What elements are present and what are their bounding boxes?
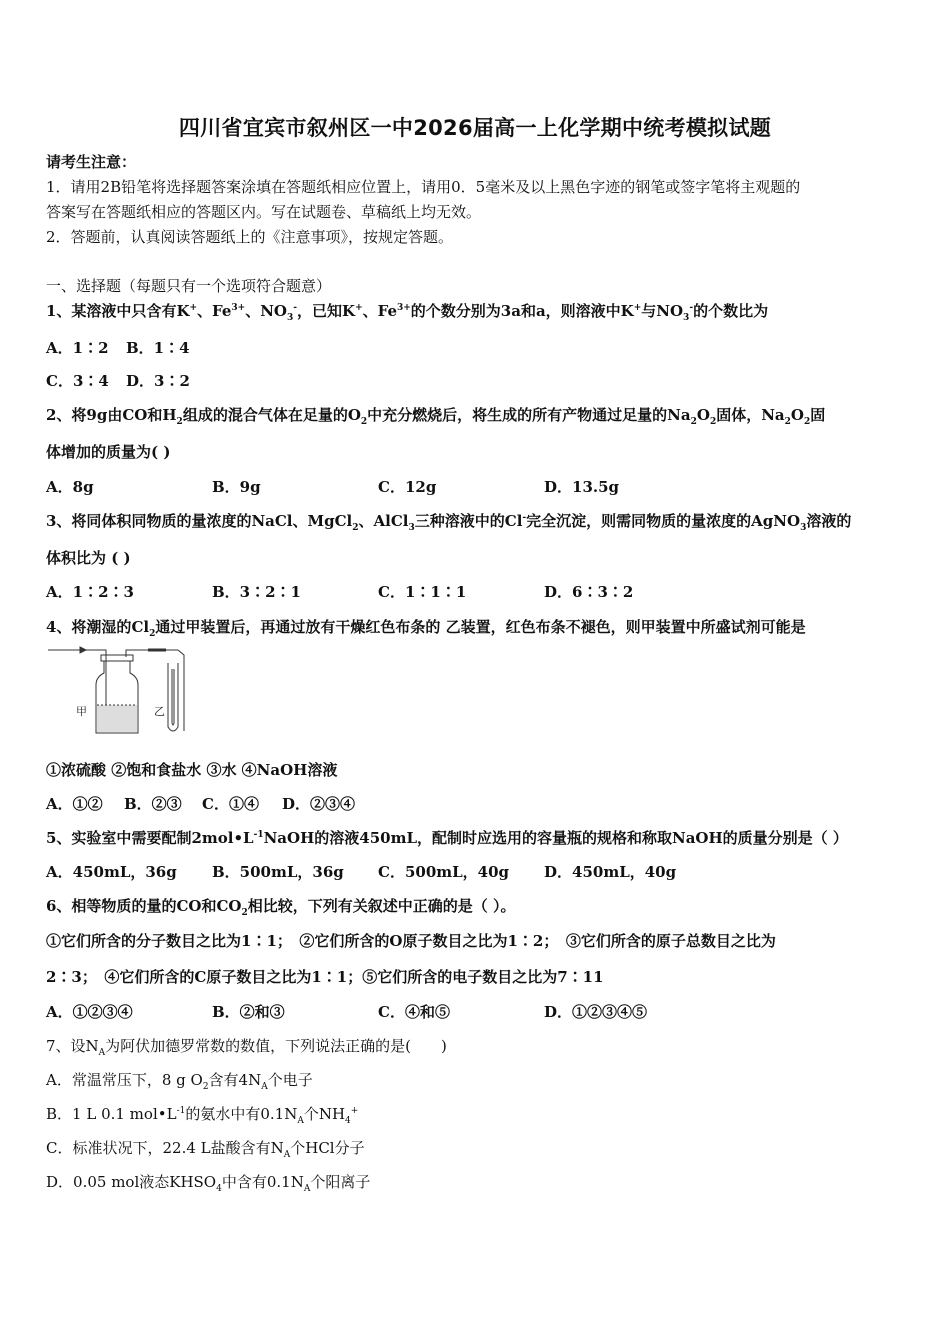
tube-yi-outlet xyxy=(178,650,184,731)
question-6-statements-cont: 2∶3； ④它们所含的C原子数目之比为1∶1；⑤它们所含的电子数目之比为7∶11 xyxy=(46,968,604,986)
page-title: 四川省宜宾市叙州区一中2026届高一上化学期中统考模拟试题 xyxy=(178,116,772,140)
question-5-stem: 5、实验室中需要配制$2mol•L^{-1}NaOH$的溶液450mL，配制时应选用的容量瓶的规格和称取NaOH的质量分别是（ ） xyxy=(46,829,848,847)
option-b[interactable]: B．3∶2∶1 xyxy=(212,583,301,601)
question-2-options xyxy=(46,477,619,497)
notice-heading: 请考生注意： xyxy=(46,153,137,171)
option-a[interactable]: A．①②③④ xyxy=(46,1003,133,1021)
question-7-option-c[interactable]: C．标准状况下，22.4 L盐酸含有$N_A$个HCl分子 xyxy=(46,1139,365,1160)
question-5-options xyxy=(46,862,676,882)
option-c[interactable]: C．12g xyxy=(378,478,437,496)
inlet-arrow-icon xyxy=(80,647,86,653)
option-d[interactable]: D．6∶3∶2 xyxy=(544,583,634,601)
option-a[interactable]: A．1∶2 xyxy=(46,339,109,357)
section-heading: 一、选择题（每题只有一个选项符合题意） xyxy=(46,277,332,295)
option-c[interactable]: C．①④ xyxy=(202,795,259,813)
question-1-stem: 1、某溶液中只含有K+、$Fe^{3+}$、$NO_3^-$，已知K+、$Fe^{3+}$的个数分别为3a和a，则溶液中K+与$NO_3^-$的个数比为 xyxy=(46,302,769,323)
label-jia: 甲 xyxy=(76,705,87,718)
question-1-options-ab xyxy=(46,338,190,358)
notice-item-1: 1．请用2B铅笔将选择题答案涂填在答题纸相应位置上，请用0．5毫米及以上黑色字迹的钢笔或签字笔将主观题的 xyxy=(46,178,801,196)
question-4-choices: ①浓硫酸 ②饱和食盐水 ③水 ④NaOH溶液 xyxy=(46,761,338,779)
option-c[interactable]: C．3∶4 xyxy=(46,372,109,390)
option-c[interactable]: C．1∶1∶1 xyxy=(378,583,467,601)
notice-item-2: 2．答题前，认真阅读答题纸上的《注意事项》，按规定答题。 xyxy=(46,228,454,246)
question-7-option-a[interactable]: A．常温常压下，8 g $O_2$含有$4N_A$个电子 xyxy=(46,1071,313,1092)
option-a[interactable]: A．1∶2∶3 xyxy=(46,583,134,601)
question-6-options xyxy=(46,1002,647,1022)
question-7-option-d[interactable]: D．0.05 mol液态$KHSO_4$中含有$0.1N_A$个阳离子 xyxy=(46,1173,371,1194)
notice-item-1-cont: 答案写在答题纸相应的答题区内。写在试题卷、草稿纸上均无效。 xyxy=(46,203,482,221)
question-4-options xyxy=(46,794,355,814)
question-3-options xyxy=(46,582,633,602)
question-3-stem-cont: 体积比为 ( ) xyxy=(46,549,131,567)
question-4-stem: 4、将潮湿的$Cl_2$通过甲装置后，再通过放有干燥红色布条的 乙装置，红色布条不褪色，则甲装置中所盛试剂可能是 xyxy=(46,618,806,639)
option-d[interactable]: D．13.5g xyxy=(544,478,620,496)
option-a[interactable]: A．450mL，36g xyxy=(46,863,177,881)
question-6-stem: 6、相等物质的量的CO和$CO_2$相比较，下列有关叙述中正确的是（ ）。 xyxy=(46,897,516,918)
question-1-options-cd xyxy=(46,371,190,391)
option-b[interactable]: B．②③ xyxy=(124,795,182,813)
option-d[interactable]: D．450mL，40g xyxy=(544,863,677,881)
option-c[interactable]: C．500mL，40g xyxy=(378,863,510,881)
question-3-stem: 3、将同体积同物质的量浓度的NaCl、MgCl$_2$、AlCl$_3$三种溶液中的Cl-完全沉淀，则需同物质的量浓度的AgNO$_3$溶液的 xyxy=(46,512,852,533)
question-2-stem: 2、将9g由CO和$H_2$组成的混合气体在足量的$O_2$中充分燃烧后，将生成的所有产物通过足量的$Na_2O_2$固体，$Na_2O_2$固 xyxy=(46,406,826,427)
option-c[interactable]: C．④和⑤ xyxy=(378,1003,450,1021)
test-tube-yi xyxy=(168,663,178,731)
question-7-option-b[interactable]: B．1 L 0.1 $mol•L^{-1}$的氨水中有$0.1N_A$个$NH_4^+$ xyxy=(46,1105,359,1126)
fabric-strip xyxy=(172,669,174,725)
option-b[interactable]: B．9g xyxy=(212,478,261,496)
question-7-stem: 7、设$N_A$为阿伏加德罗常数的数值，下列说法正确的是( ) xyxy=(46,1037,447,1058)
option-a[interactable]: A．8g xyxy=(46,478,94,496)
option-a[interactable]: A．①② xyxy=(46,795,103,813)
option-b[interactable]: B．1∶4 xyxy=(126,339,190,357)
question-6-statements: ①它们所含的分子数目之比为1∶1； ②它们所含的O原子数目之比为1∶2； ③它们所含的原子总数目之比为 xyxy=(46,932,776,950)
lab-apparatus-diagram xyxy=(44,643,194,738)
label-yi: 乙 xyxy=(154,705,165,718)
option-d[interactable]: D．①②③④⑤ xyxy=(544,1003,648,1021)
option-d[interactable]: D．3∶2 xyxy=(126,372,190,390)
option-b[interactable]: B．500mL，36g xyxy=(212,863,344,881)
bottle-liquid xyxy=(97,705,137,732)
option-b[interactable]: B．②和③ xyxy=(212,1003,285,1021)
option-d[interactable]: D．②③④ xyxy=(282,795,356,813)
question-2-stem-cont: 体增加的质量为( ) xyxy=(46,443,171,461)
